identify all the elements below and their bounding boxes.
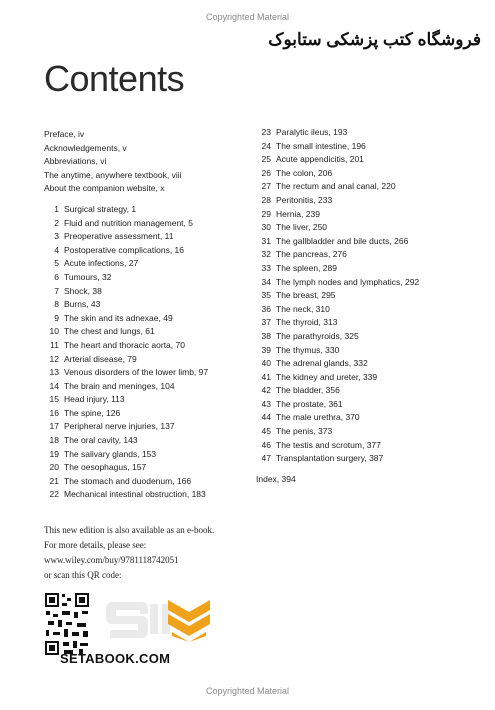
chapter-item[interactable] <box>44 271 244 285</box>
chapter-number: 35 <box>261 290 271 301</box>
chapter-number: 47 <box>261 453 271 464</box>
chapter-title: The neck, 310 <box>276 303 330 314</box>
chapter-item[interactable] <box>256 344 476 358</box>
chapter-item[interactable] <box>44 448 244 462</box>
chapter-title: The spine, 126 <box>64 407 121 418</box>
chapter-item[interactable] <box>44 298 244 312</box>
front-matter-item[interactable]: The anytime, anywhere textbook, viii <box>44 169 182 180</box>
chapter-title: The adrenal glands, 332 <box>276 358 368 369</box>
chapter-number: 9 <box>54 312 59 323</box>
chapter-title: The parathyroids, 325 <box>276 330 359 341</box>
chapter-number: 7 <box>54 285 59 296</box>
chapter-number: 3 <box>54 231 59 242</box>
chapter-title: The thyroid, 313 <box>276 317 338 328</box>
store-banner: فروشگاه کتب پزشکی ستابوک <box>268 30 481 49</box>
chapter-number: 29 <box>261 208 271 219</box>
chapter-item[interactable] <box>256 289 476 303</box>
chapter-number: 22 <box>49 489 59 500</box>
chapter-title: Postoperative complications, 16 <box>64 244 185 255</box>
chapter-number: 2 <box>54 217 59 228</box>
index-entry[interactable]: Index, 394 <box>256 473 296 484</box>
chapter-number: 40 <box>261 358 271 369</box>
chapter-item[interactable] <box>256 276 476 290</box>
chapter-item[interactable] <box>256 316 476 330</box>
chapter-number: 20 <box>49 462 59 473</box>
copyright-watermark-top: Copyrighted Material <box>205 12 290 22</box>
chapter-item[interactable] <box>44 434 244 448</box>
chapter-number: 4 <box>54 244 59 255</box>
chapter-title: Peripheral nerve injuries, 137 <box>64 421 175 432</box>
chapter-title: The spleen, 289 <box>276 262 337 273</box>
chapter-item[interactable] <box>256 248 476 262</box>
chapter-item[interactable] <box>256 452 476 466</box>
chapter-item[interactable] <box>44 461 244 475</box>
chapter-title: Acute appendicitis, 201 <box>276 154 364 165</box>
chapter-number: 33 <box>261 262 271 273</box>
chapter-item[interactable] <box>256 221 476 235</box>
chapter-number: 34 <box>261 276 271 287</box>
chapter-number: 44 <box>261 412 271 423</box>
chapter-number: 14 <box>49 380 59 391</box>
chapter-number: 30 <box>261 222 271 233</box>
chapter-title: Transplantation surgery, 387 <box>276 453 384 464</box>
chapter-title: The penis, 373 <box>276 426 333 437</box>
chapter-title: Mechanical intestinal obstruction, 183 <box>64 489 206 500</box>
chapter-item[interactable] <box>44 230 244 244</box>
chapter-title: The chest and lungs, 61 <box>64 326 155 337</box>
chapter-item[interactable] <box>256 167 476 181</box>
chapter-item[interactable] <box>256 235 476 249</box>
chapter-title: Surgical strategy, 1 <box>64 203 137 214</box>
chapter-number: 12 <box>49 353 59 364</box>
chapter-title: Arterial disease, 79 <box>64 353 137 364</box>
chapter-item[interactable] <box>256 411 476 425</box>
chapter-item[interactable] <box>256 303 476 317</box>
chapter-number: 1 <box>54 203 59 214</box>
chapter-item[interactable] <box>44 420 244 434</box>
chapter-title: Fluid and nutrition management, 5 <box>64 217 193 228</box>
chapter-number: 31 <box>261 235 271 246</box>
chapter-title: The testis and scrotum, 377 <box>276 439 381 450</box>
chapter-title: The gallbladder and bile ducts, 266 <box>276 235 409 246</box>
chapter-number: 36 <box>261 303 271 314</box>
chapter-item[interactable] <box>44 366 244 380</box>
chapter-item[interactable] <box>256 153 476 167</box>
chapter-title: Head injury, 113 <box>64 394 125 405</box>
chapter-number: 17 <box>49 421 59 432</box>
chapter-item[interactable] <box>44 339 244 353</box>
ebook-line: This new edition is also available as an e-book. <box>44 525 215 535</box>
chapter-number: 23 <box>261 127 271 137</box>
chapter-item[interactable] <box>44 407 244 421</box>
chapter-title: The breast, 295 <box>276 290 336 301</box>
front-matter-item[interactable]: Preface, iv <box>44 129 85 139</box>
chapter-title: The oral cavity, 143 <box>64 435 138 446</box>
chapter-number: 28 <box>261 194 271 205</box>
chapter-item[interactable] <box>256 208 476 222</box>
chapter-number: 45 <box>261 426 271 437</box>
chapter-item[interactable] <box>44 217 244 231</box>
chapter-item[interactable] <box>256 180 476 194</box>
page-title: Contents <box>44 58 185 99</box>
chapter-item[interactable] <box>256 262 476 276</box>
chapter-title: Shock, 38 <box>64 285 102 296</box>
chapter-title: Acute infections, 27 <box>64 258 139 269</box>
chapter-number: 8 <box>54 299 59 310</box>
chapter-number: 5 <box>54 258 59 269</box>
chapter-number: 6 <box>54 271 59 282</box>
ebook-notice <box>44 523 214 583</box>
chapter-title: The stomach and duodenum, 166 <box>64 475 192 486</box>
front-matter-item[interactable]: Abbreviations, vi <box>44 156 107 167</box>
chapter-title: Hernia, 239 <box>276 208 320 219</box>
chapter-item[interactable] <box>44 312 244 326</box>
chapter-title: Paralytic ileus, 193 <box>276 127 348 137</box>
chapter-list-right <box>256 126 476 466</box>
chapter-number: 11 <box>50 339 59 350</box>
chapter-number: 21 <box>49 475 59 486</box>
chapter-title: The salivary glands, 153 <box>64 448 157 459</box>
chapter-number: 41 <box>261 371 271 382</box>
chapter-item[interactable] <box>44 203 244 217</box>
chapter-item[interactable] <box>256 330 476 344</box>
chapter-item[interactable] <box>256 126 476 140</box>
front-matter-item[interactable]: Acknowledgements, v <box>44 142 127 153</box>
chapter-title: The brain and meninges, 104 <box>64 380 175 391</box>
chapter-title: Venous disorders of the lower limb, 97 <box>64 367 209 378</box>
ebook-line: For more details, please see: <box>44 540 147 550</box>
chapter-title: The skin and its adnexae, 49 <box>64 312 173 323</box>
chapter-item[interactable] <box>256 194 476 208</box>
toc-left-column <box>44 126 244 502</box>
chapter-item[interactable] <box>256 140 476 154</box>
chapter-item[interactable] <box>44 325 244 339</box>
chapter-number: 38 <box>261 330 271 341</box>
chapter-item[interactable] <box>44 475 244 489</box>
chapter-number: 27 <box>261 181 271 192</box>
chapter-number: 25 <box>261 154 271 165</box>
chapter-title: The male urethra, 370 <box>276 412 360 423</box>
chapter-item[interactable] <box>44 285 244 299</box>
chapter-item[interactable] <box>44 257 244 271</box>
chapter-list-left <box>44 203 244 502</box>
chapter-title: Peritonitis, 233 <box>276 194 333 205</box>
setabook-logo-text[interactable]: SETABOOK.COM <box>60 651 171 666</box>
chapter-item[interactable] <box>256 371 476 385</box>
chapter-title: The oesophagus, 157 <box>64 462 147 473</box>
setabook-chevron-icon <box>168 598 210 642</box>
chapter-item[interactable] <box>44 380 244 394</box>
chapter-number: 16 <box>49 407 59 418</box>
chapter-number: 46 <box>261 439 271 450</box>
toc-right-column <box>256 126 476 486</box>
chapter-number: 26 <box>261 167 271 178</box>
chapter-item[interactable] <box>256 425 476 439</box>
chapter-number: 32 <box>261 249 271 260</box>
chapter-number: 42 <box>261 385 271 396</box>
chapter-title: The small intestine, 196 <box>276 140 366 151</box>
chapter-number: 24 <box>261 140 271 151</box>
chapter-title: The heart and thoracic aorta, 70 <box>64 339 185 350</box>
ebook-line: or scan this QR code: <box>44 570 122 580</box>
chapter-title: The colon, 206 <box>276 167 333 178</box>
chapter-title: The thymus, 330 <box>276 344 340 355</box>
qr-code-image <box>44 592 90 656</box>
chapter-title: The kidney and ureter, 339 <box>276 371 378 382</box>
chapter-item[interactable] <box>256 439 476 453</box>
chapter-number: 13 <box>49 367 59 378</box>
chapter-number: 18 <box>49 435 59 446</box>
chapter-item[interactable] <box>256 398 476 412</box>
chapter-title: The rectum and anal canal, 220 <box>276 181 396 192</box>
chapter-title: Tumours, 32 <box>64 271 112 282</box>
chapter-item[interactable] <box>44 244 244 258</box>
chapter-title: The prostate, 361 <box>276 398 343 409</box>
chapter-title: The liver, 250 <box>276 222 328 233</box>
chapter-title: Burns, 43 <box>64 299 101 310</box>
chapter-number: 15 <box>49 394 59 405</box>
front-matter-list <box>44 128 244 196</box>
chapter-item[interactable] <box>44 353 244 367</box>
front-matter-item[interactable]: About the companion website, x <box>44 183 165 194</box>
copyright-watermark-bottom: Copyrighted Material <box>205 686 290 696</box>
chapter-title: The bladder, 356 <box>276 385 340 396</box>
chapter-title: Preoperative assessment, 11 <box>64 231 174 242</box>
chapter-number: 39 <box>261 344 271 355</box>
chapter-number: 43 <box>261 398 271 409</box>
chapter-item[interactable] <box>256 384 476 398</box>
chapter-item[interactable] <box>44 393 244 407</box>
chapter-title: The lymph nodes and lymphatics, 292 <box>276 276 420 287</box>
chapter-number: 37 <box>261 317 271 328</box>
chapter-number: 19 <box>49 448 59 459</box>
chapter-title: The pancreas, 276 <box>276 249 347 260</box>
chapter-item[interactable] <box>44 488 244 502</box>
chapter-item[interactable] <box>256 357 476 371</box>
ebook-url[interactable]: www.wiley.com/buy/9781118742051 <box>44 555 179 565</box>
chapter-number: 10 <box>49 326 59 337</box>
